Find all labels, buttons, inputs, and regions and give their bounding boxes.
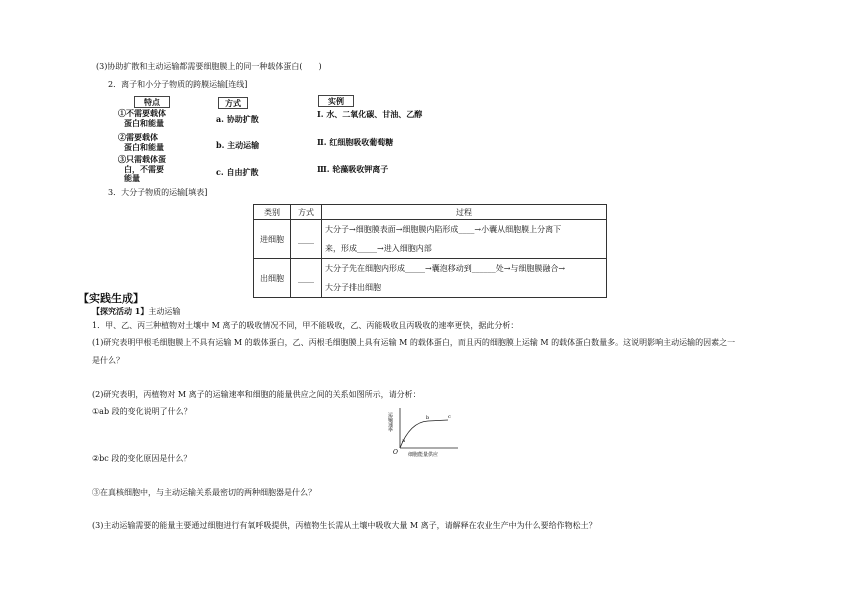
judgment-item-3: (3)协助扩散和主动运输都需要细胞膜上的同一种载体蛋白( ): [96, 62, 322, 71]
activity-heading: [92, 306, 180, 317]
origin-label: O: [393, 449, 398, 456]
table-header-row: [254, 205, 607, 220]
question-1-intro: 1．甲、乙、丙三种植物对土壤中 M 离子的吸收情况不同，甲不能吸收，乙、丙能吸收且丙吸收的速率更快，据此分析：: [92, 321, 519, 330]
section-heading: 【实践生成】: [78, 292, 144, 305]
th-process: 过程: [322, 205, 607, 220]
cell-process: 大分子先在细胞内形成_____→囊泡移动到______处→与细胞膜融合→ 大分子排出细胞: [322, 259, 607, 298]
question-1-part-2: (2)研究表明，丙植物对 M 离子的运输速率和细胞的能量供应之间的关系如图所示，请分析：: [92, 390, 421, 399]
feature-1: ①不需要载体 蛋白和能量: [118, 108, 166, 128]
sub-question-a: ①ab 段的变化说明了什么？: [92, 407, 192, 416]
header-features: 特点: [134, 96, 170, 108]
header-modes: 方式: [218, 97, 248, 109]
point-a-label: a: [402, 438, 405, 444]
sub-question-c: ③在真核细胞中，与主动运输关系最密切的两种细胞器是什么？: [92, 488, 316, 497]
macromolecule-transport-table: [253, 204, 607, 298]
rate-curve: [400, 420, 448, 448]
question-1-part-3: (3)主动运输需要的能量主要通过细胞进行有氧呼吸提供，丙植物生长需从土壤中吸收大量 M 离子，请解释在农业生产中为什么要给作物松土？: [92, 521, 597, 530]
example-1: Ⅰ. 水、二氧化碳、甘油、乙醇: [317, 109, 423, 119]
example-2: Ⅱ. 红细胞吸收葡萄糖: [317, 137, 394, 147]
point-c-label: c: [448, 414, 451, 420]
question-1-part-1: (1)研究表明甲根毛细胞膜上不具有运输 M 的载体蛋白，乙、丙根毛细胞膜上具有运输 M 的载体蛋白，而且丙的细胞膜上运输 M 的载体蛋白数量多。这说明影响主动运输的因素之一: [92, 338, 736, 347]
activity-name: 主动运输: [148, 307, 181, 316]
example-3: Ⅲ. 轮藻吸收钾离子: [317, 164, 389, 174]
mode-c: c. 自由扩散: [216, 167, 259, 177]
mode-b: b. 主动运输: [216, 140, 260, 150]
mode-a: a. 协助扩散: [216, 114, 259, 124]
header-examples: 实例: [318, 95, 354, 107]
question-1-part-1-cont: 是什么？: [92, 356, 124, 365]
item-2-title: 2．离子和小分子物质的跨膜运输[连线]: [108, 80, 248, 89]
cell-mode: ____: [291, 259, 322, 298]
feature-2: ②需要载体 蛋白和能量: [118, 132, 164, 152]
item-3-title: 3．大分子物质的运输[填表]: [108, 188, 208, 197]
point-b-label: b: [426, 415, 430, 421]
feature-3: ③只需载体蛋 白，不需要 能量: [118, 154, 166, 183]
activity-title: 【探究活动 1】: [92, 306, 149, 316]
y-axis-label: 运输速率: [387, 412, 393, 432]
x-axis-label: 细胞能量供应: [408, 452, 439, 458]
cell-process: 大分子→细胞膜表面→细胞膜内陷形成____→小囊从细胞膜上分离下 来，形成_____→进入细胞内部: [322, 220, 607, 259]
table-row: [254, 259, 607, 298]
th-mode: 方式: [291, 205, 322, 220]
sub-question-b: ②bc 段的变化原因是什么？: [92, 454, 192, 463]
table-row: [254, 220, 607, 259]
transport-rate-graph: [388, 404, 464, 458]
cell-mode: ____: [291, 220, 322, 259]
th-type: 类别: [254, 205, 291, 220]
cell-type: 出细胞: [254, 259, 291, 298]
cell-type: 进细胞: [254, 220, 291, 259]
